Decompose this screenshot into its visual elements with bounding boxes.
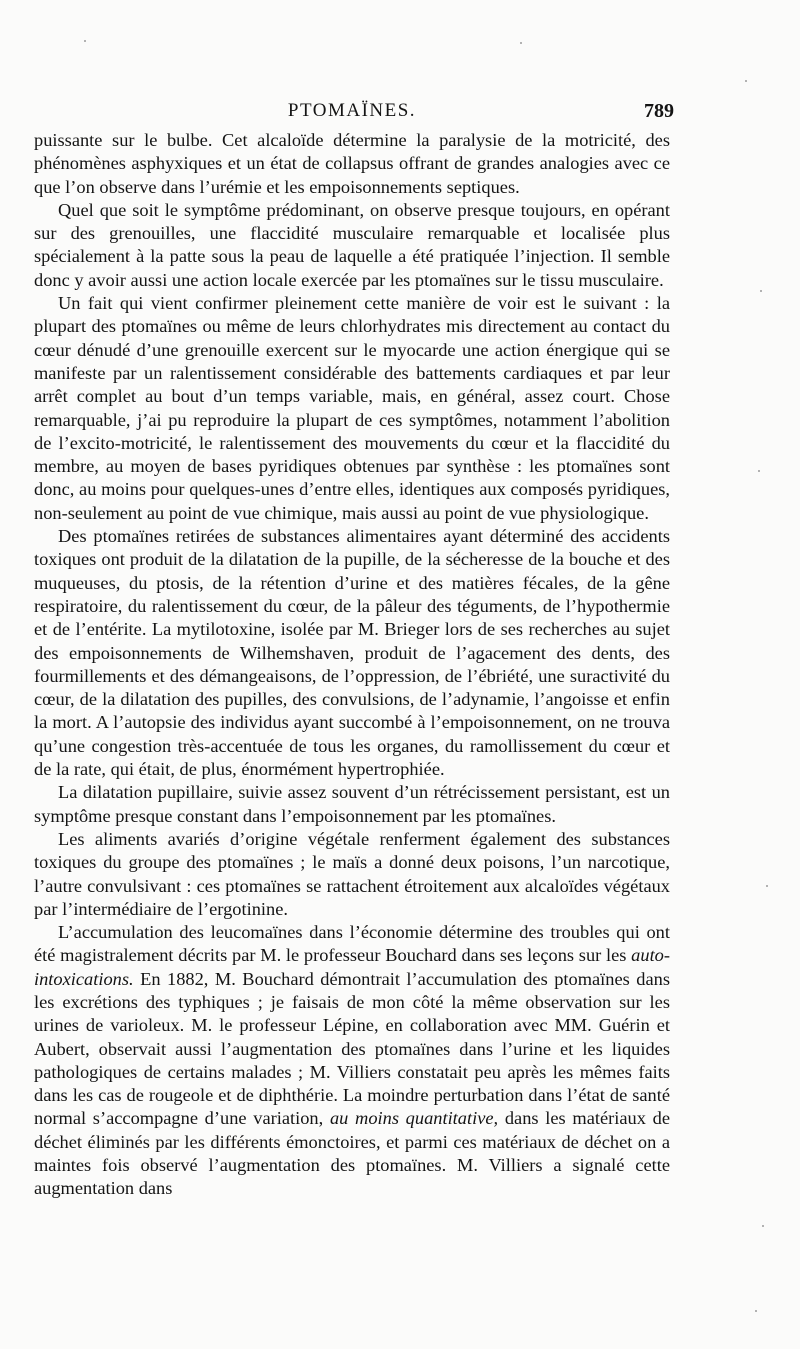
- paper-speck: [758, 470, 760, 472]
- paper-speck: [762, 1225, 764, 1227]
- paragraph: puissante sur le bulbe. Cet alcaloïde détermine la paralysie de la motricité, des phénomènes asphyxiques et un état de collapsus offrant de grandes analogies avec ce que l’on observe dans l’urémie et les empoisonnements septiques.: [34, 130, 670, 197]
- paper-speck: [766, 885, 768, 887]
- paragraph: Un fait qui vient confirmer pleinement cette manière de voir est le suivant : la plupart des ptomaïnes ou même de leurs chlorhydrates mis directement au contact du cœur dénudé d’une grenouille exercent sur le myocarde une action énergique qui se manifeste par un ralentissement considérable des battements cardiaques et par leur arrêt complet au bout d’un temps variable, mais, en général, assez court. Chose remarquable, j’ai pu reproduire la plupart de ces symptômes, notamment l’abolition de l’excito-motricité, le ralentissement des mouvements du cœur et la flaccidité du membre, au moyen de bases pyridiques obtenues par synthèse : les ptomaïnes sont donc, au moins pour quelques-unes d’entre elles, identiques aux composés pyridiques, non-seulement au point de vue chimique, mais aussi au point de vue physiologique.: [34, 293, 670, 523]
- paper-speck: [84, 40, 86, 42]
- paragraph: Des ptomaïnes retirées de substances alimentaires ayant déterminé des accidents toxiques ont produit de la dilatation de la pupille, de la sécheresse de la bouche et des muqueuses, du ptosis, de la rétention d’urine et des matières fécales, de la gêne respiratoire, du ralentissement du cœur, de la pâleur des téguments, de l’hypothermie et de l’entérite. La mytilotoxine, isolée par M. Brieger lors de ses recherches au sujet des empoisonnements de Wilhemshaven, produit de l’agacement des dents, des fourmillements et des démangeaisons, de l’oppression, de l’ébriété, une suractivité du cœur, de la dilatation des pupilles, des convulsions, de l’adynamie, l’angoisse et enfin la mort. A l’autopsie des individus ayant succombé à l’empoisonnement, on ne trouva qu’une congestion très-accentuée de tous les organes, du ramollissement du cœur et de la rate, qui était, de plus, énormément hypertrophiée.: [34, 526, 670, 780]
- emphasis-text: au moins quantitative,: [329, 1108, 499, 1129]
- paragraph-text: L’accumulation des leucomaïnes dans l’économie détermine des troubles qui ont été magistralement décrits par M. le professeur Bouchard dans ses leçons sur les: [34, 922, 670, 966]
- paragraph: [34, 921, 670, 1201]
- page-number: 789: [644, 100, 674, 122]
- paper-speck: [755, 1310, 757, 1312]
- paper-speck: [745, 80, 747, 82]
- body-text: [34, 129, 670, 1201]
- paragraph-text: En 1882, M. Bouchard démontrait l’accumulation des ptomaïnes dans les excrétions des typhiques ; je faisais de mon côté la même observation sur les urines de varioleux. M. le professeur Lépine, en collaboration avec MM. Guérin et Aubert, observait aussi l’augmentation des ptomaïnes dans l’urine et les liquides pathologiques de certains malades ; M. Villiers constatait peu après les mêmes faits dans les cas de rougeole et de diphthérie. La moindre perturbation dans l’état de santé normal s’accompagne d’une variation,: [34, 968, 670, 1129]
- paragraph: La dilatation pupillaire, suivie assez souvent d’un rétrécissement persistant, est un symptôme presque constant dans l’empoisonnement par les ptomaïnes.: [34, 782, 670, 826]
- running-title: PTOMAÏNES.: [287, 100, 417, 121]
- paper-speck: [520, 42, 522, 44]
- emphasis-text: auto-intoxications.: [34, 945, 670, 989]
- paragraph-text: dans les matériaux de déchet éliminés par les différents émonctoires, et parmi ces matériaux de déchet on a maintes fois observé l’augmentation des ptomaïnes. M. Villiers a signalé cette augmentation dans: [34, 1108, 670, 1199]
- paragraph: Les aliments avariés d’origine végétale renferment également des substances toxiques du groupe des ptomaïnes ; le maïs a donné deux poisons, l’un narcotique, l’autre convulsivant : ces ptomaïnes se rattachent étroitement aux alcaloïdes végétaux par l’intermédiaire de l’ergotinine.: [34, 828, 670, 919]
- paper-speck: [760, 290, 762, 292]
- running-head: [34, 96, 674, 124]
- paragraph: Quel que soit le symptôme prédominant, on observe presque toujours, en opérant sur des grenouilles, une flaccidité musculaire remarquable et localisée plus spécialement à la patte sous la peau de laquelle a été pratiquée l’injection. Il semble donc y avoir aussi une action locale exercée par les ptomaïnes sur le tissu musculaire.: [34, 199, 670, 290]
